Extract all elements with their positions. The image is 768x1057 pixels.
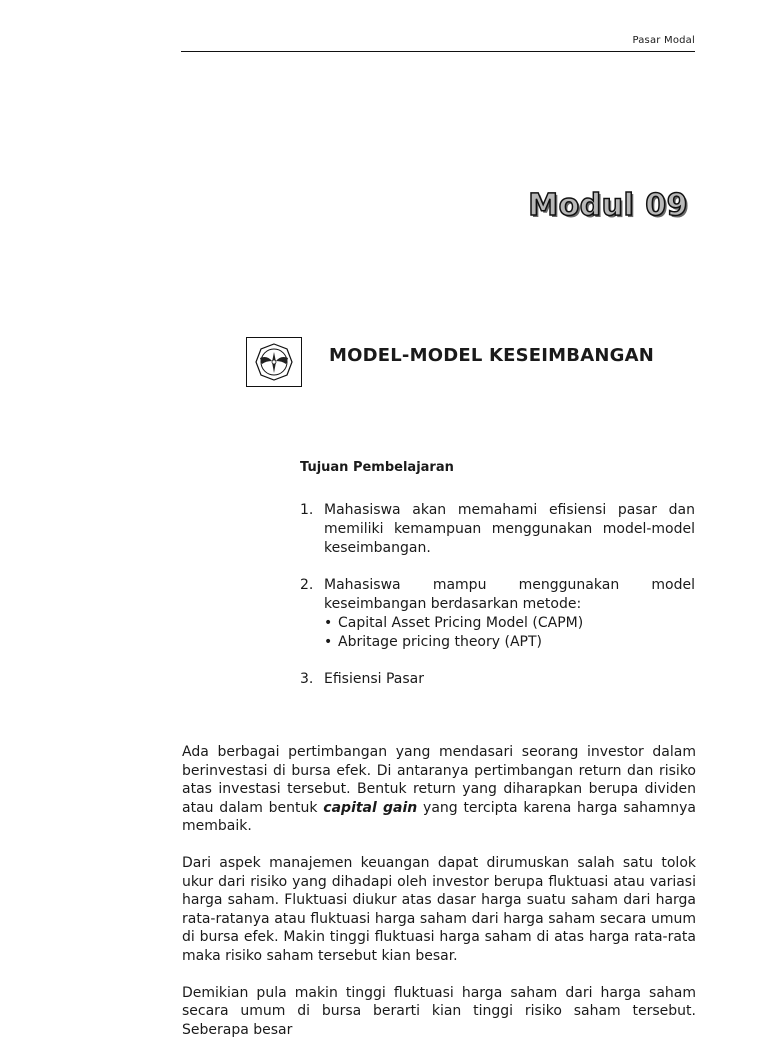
objective-item (300, 576, 695, 652)
emblem-icon (254, 342, 294, 382)
body-paragraph: Demikian pula makin tinggi fluktuasi harga saham dari harga saham secara umum di bursa berarti kian tinggi risiko saham tersebut. Seberapa besar (182, 984, 696, 1038)
objective-item (300, 501, 695, 558)
learning-objectives (300, 458, 695, 707)
sub-list-item (324, 633, 695, 652)
header-rule (181, 51, 695, 52)
objective-text: Efisiensi Pasar (324, 671, 424, 687)
emphasis-term: capital gain (323, 799, 418, 816)
body-paragraph (182, 743, 696, 836)
institution-logo (246, 337, 302, 387)
bullet-icon: • (324, 615, 333, 631)
module-title: MODEL-MODEL KESEIMBANGAN (329, 345, 654, 366)
objective-text: Mahasiswa akan memahami efisiensi pasar dan memiliki kemampuan menggunakan model-model keseimbangan. (324, 502, 695, 556)
objective-number: 2. (300, 577, 314, 593)
objective-item (300, 670, 695, 689)
objective-text: Mahasiswa mampu menggunakan model keseimbangan berdasarkan metode: (324, 577, 695, 612)
objective-number: 3. (300, 671, 314, 687)
module-number-label: Modul 09 (528, 188, 688, 223)
bullet-icon: • (324, 634, 333, 650)
sub-list-text: Abritage pricing theory (APT) (338, 634, 542, 650)
running-header: Pasar Modal (632, 35, 695, 46)
body-paragraph: Dari aspek manajemen keuangan dapat dirumuskan salah satu tolok ukur dari risiko yang dihadapi oleh investor berupa fluktuasi atau variasi harga saham. Fluktuasi diukur atas dasar harga suatu saham dari harga rata-ratanya atau fluktuasi harga saham dari harga saham secara umum di bursa efek. Makin tinggi fluktuasi harga saham di atas harga rata-rata maka risiko saham tersebut kian besar. (182, 854, 696, 964)
sub-list-text: Capital Asset Pricing Model (CAPM) (338, 615, 584, 631)
paragraph-text: yang tercipta karena harga sahamnya membaik. (182, 799, 696, 835)
paragraph-text: Ada berbagai pertimbangan yang mendasari seorang investor dalam berinvestasi di bursa efek. Di antaranya pertimbangan return dan risiko atas investasi tersebut. Bentuk return yang diharapkan berupa dividen atau dalam bentuk (182, 744, 696, 816)
body-text (182, 743, 696, 1057)
objective-number: 1. (300, 502, 314, 518)
objectives-heading: Tujuan Pembelajaran (300, 460, 454, 475)
objective-sub-list (324, 614, 695, 652)
sub-list-item (324, 614, 695, 633)
